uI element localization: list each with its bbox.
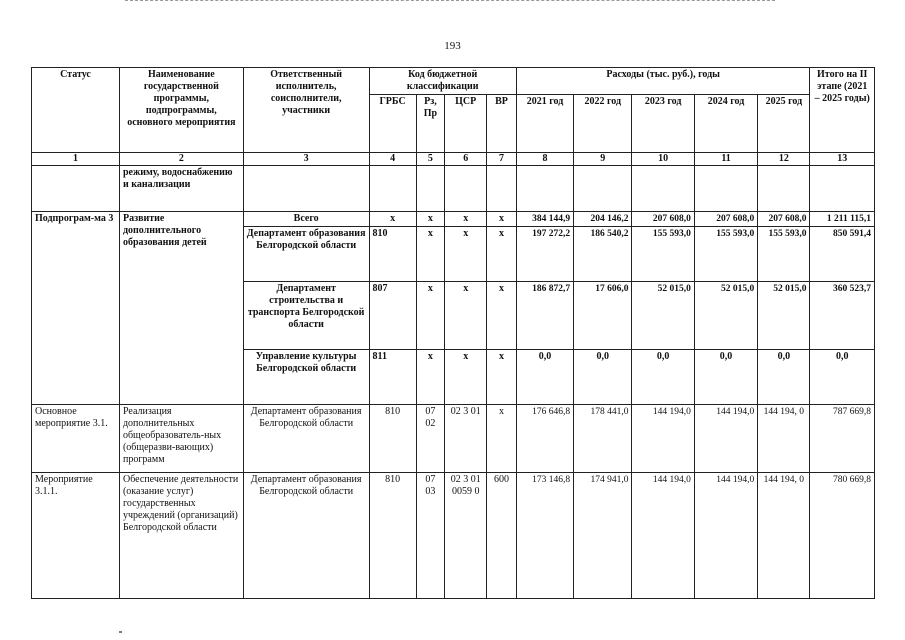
- cont-2023: [632, 166, 694, 212]
- cont-total: [810, 166, 875, 212]
- value-2022: 0,0: [574, 350, 632, 405]
- value-2025: 144 194, 0: [758, 405, 810, 473]
- col-number: 10: [632, 153, 694, 166]
- value-2024: 144 194,0: [694, 473, 757, 599]
- rzpr-cell: x: [416, 212, 445, 227]
- value-total: 1 211 115,1: [810, 212, 875, 227]
- header-row-1: [32, 68, 875, 95]
- value-2021: 384 144,9: [516, 212, 573, 227]
- scan-top-edge: [125, 0, 775, 3]
- main-event-status: Основное мероприятие 3.1.: [32, 405, 120, 473]
- csr-cell: 02 3 01 0059 0: [445, 473, 487, 599]
- value-2025: 52 015,0: [758, 282, 810, 350]
- header-2024: 2024 год: [694, 95, 757, 153]
- subprogram-row-total: [32, 212, 875, 227]
- header-rzpr: Рз, Пр: [416, 95, 445, 153]
- continuation-row: [32, 166, 875, 212]
- value-2021: 197 272,2: [516, 227, 573, 282]
- value-total: 850 591,4: [810, 227, 875, 282]
- header-2021: 2021 год: [516, 95, 573, 153]
- value-2022: 178 441,0: [574, 405, 632, 473]
- value-2021: 173 146,8: [516, 473, 573, 599]
- cont-status: [32, 166, 120, 212]
- col-number: 5: [416, 153, 445, 166]
- value-total: 360 523,7: [810, 282, 875, 350]
- cont-csr: [445, 166, 487, 212]
- cont-rzpr: [416, 166, 445, 212]
- executor-cell: Департамент образования Белгородской области: [243, 405, 369, 473]
- header-vr: ВР: [487, 95, 517, 153]
- value-2023: 0,0: [632, 350, 694, 405]
- executor-cell: Управление культуры Белгородской области: [243, 350, 369, 405]
- value-2025: 0,0: [758, 350, 810, 405]
- value-2022: 17 606,0: [574, 282, 632, 350]
- column-numbers-row: [32, 153, 875, 166]
- value-2024: 207 608,0: [694, 212, 757, 227]
- vr-cell: 600: [487, 473, 517, 599]
- main-event-row: [32, 405, 875, 473]
- cont-2025: [758, 166, 810, 212]
- csr-cell: 02 3 01: [445, 405, 487, 473]
- col-number: 8: [516, 153, 573, 166]
- csr-cell: x: [445, 227, 487, 282]
- budget-table: [31, 67, 875, 599]
- col-number: 2: [119, 153, 243, 166]
- col-number: 9: [574, 153, 632, 166]
- scan-speck: [119, 631, 122, 633]
- csr-cell: x: [445, 212, 487, 227]
- grbs-cell: 810: [369, 227, 416, 282]
- header-total: Итого на II этапе (2021 – 2025 годы): [810, 68, 875, 153]
- header-executor: Ответственный исполнитель, соисполнители, участники: [243, 68, 369, 153]
- header-2025: 2025 год: [758, 95, 810, 153]
- value-2022: 174 941,0: [574, 473, 632, 599]
- value-2021: 176 646,8: [516, 405, 573, 473]
- value-2023: 155 593,0: [632, 227, 694, 282]
- col-number: 7: [487, 153, 517, 166]
- value-2021: 0,0: [516, 350, 573, 405]
- vr-cell: x: [487, 405, 517, 473]
- grbs-cell: x: [369, 212, 416, 227]
- value-2023: 144 194,0: [632, 405, 694, 473]
- header-csr: ЦСР: [445, 95, 487, 153]
- cont-executor: [243, 166, 369, 212]
- header-code-group: Код бюджетной классификации: [369, 68, 516, 95]
- value-2024: 144 194,0: [694, 405, 757, 473]
- subprogram-name: Развитие дополнительного образования детей: [119, 212, 243, 405]
- rzpr-cell: 07 03: [416, 473, 445, 599]
- value-2022: 186 540,2: [574, 227, 632, 282]
- value-2023: 144 194,0: [632, 473, 694, 599]
- page-number: 193: [444, 40, 461, 52]
- cont-2024: [694, 166, 757, 212]
- event-name: Обеспечение деятельности (оказание услуг) государственных учреждений (организаций) Белгородской области: [119, 473, 243, 599]
- cont-grbs: [369, 166, 416, 212]
- value-total: 780 669,8: [810, 473, 875, 599]
- value-2025: 207 608,0: [758, 212, 810, 227]
- cont-name: режиму, водоснабжению и канализации: [119, 166, 243, 212]
- header-2023: 2023 год: [632, 95, 694, 153]
- col-number: 4: [369, 153, 416, 166]
- executor-cell: Всего: [243, 212, 369, 227]
- executor-cell: Департамент образования Белгородской области: [243, 227, 369, 282]
- vr-cell: x: [487, 350, 517, 405]
- rzpr-cell: x: [416, 350, 445, 405]
- vr-cell: x: [487, 282, 517, 350]
- vr-cell: x: [487, 212, 517, 227]
- col-number: 13: [810, 153, 875, 166]
- cont-2021: [516, 166, 573, 212]
- grbs-cell: 811: [369, 350, 416, 405]
- value-total: 0,0: [810, 350, 875, 405]
- value-2024: 52 015,0: [694, 282, 757, 350]
- rzpr-cell: x: [416, 282, 445, 350]
- budget-table-container: [31, 67, 875, 599]
- header-status: Статус: [32, 68, 120, 153]
- header-name: Наименование государственной программы, подпрограммы, основного мероприятия: [119, 68, 243, 153]
- value-total: 787 669,8: [810, 405, 875, 473]
- subprogram-status: Подпрограм-ма 3: [32, 212, 120, 405]
- event-row: [32, 473, 875, 599]
- header-expenses-group: Расходы (тыс. руб.), годы: [516, 68, 810, 95]
- value-2021: 186 872,7: [516, 282, 573, 350]
- header-grbs: ГРБС: [369, 95, 416, 153]
- col-number: 6: [445, 153, 487, 166]
- rzpr-cell: x: [416, 227, 445, 282]
- col-number: 12: [758, 153, 810, 166]
- grbs-cell: 810: [369, 473, 416, 599]
- value-2023: 52 015,0: [632, 282, 694, 350]
- value-2025: 155 593,0: [758, 227, 810, 282]
- grbs-cell: 810: [369, 405, 416, 473]
- value-2022: 204 146,2: [574, 212, 632, 227]
- col-number: 3: [243, 153, 369, 166]
- col-number: 11: [694, 153, 757, 166]
- csr-cell: x: [445, 282, 487, 350]
- cont-vr: [487, 166, 517, 212]
- grbs-cell: 807: [369, 282, 416, 350]
- rzpr-cell: 07 02: [416, 405, 445, 473]
- value-2025: 144 194, 0: [758, 473, 810, 599]
- executor-cell: Департамент образования Белгородской области: [243, 473, 369, 599]
- header-2022: 2022 год: [574, 95, 632, 153]
- col-number: 1: [32, 153, 120, 166]
- csr-cell: x: [445, 350, 487, 405]
- value-2023: 207 608,0: [632, 212, 694, 227]
- value-2024: 0,0: [694, 350, 757, 405]
- executor-cell: Департамент строительства и транспорта Белгородской области: [243, 282, 369, 350]
- vr-cell: x: [487, 227, 517, 282]
- main-event-name: Реализация дополнительных общеобразователь-ных (общеразви-вающих) программ: [119, 405, 243, 473]
- cont-2022: [574, 166, 632, 212]
- value-2024: 155 593,0: [694, 227, 757, 282]
- event-status: Мероприятие 3.1.1.: [32, 473, 120, 599]
